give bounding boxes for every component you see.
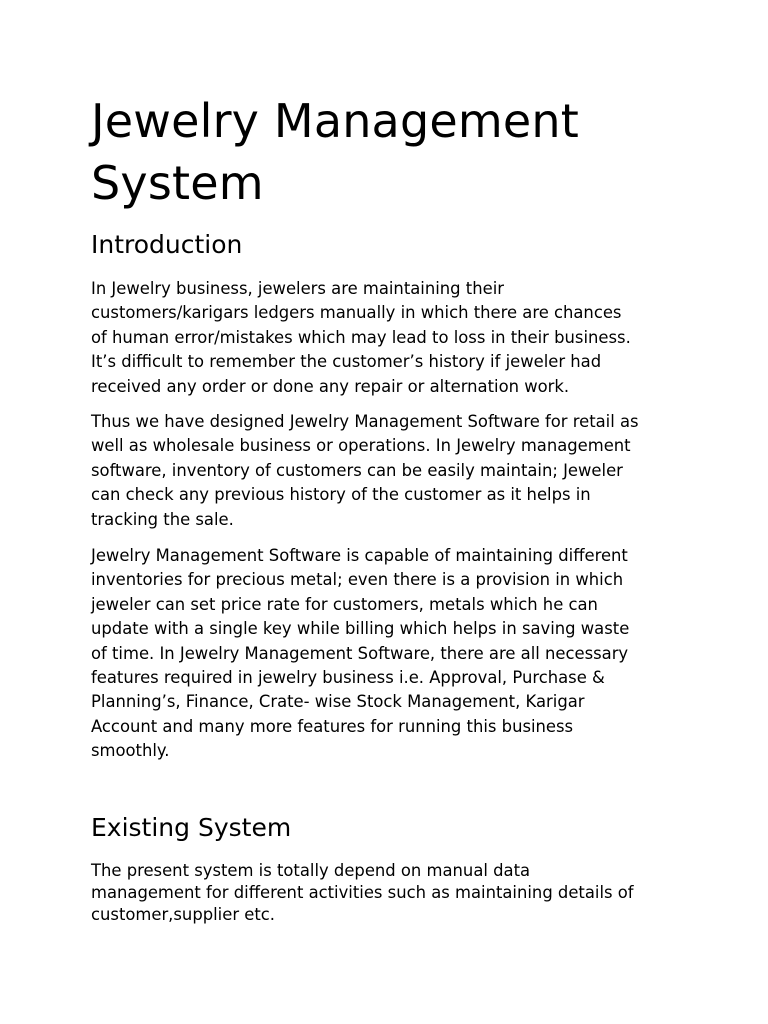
text-line: customer,supplier etc. — [91, 905, 276, 924]
intro-paragraph-1 — [91, 277, 631, 399]
text-line: inventories for precious metal; even there is a provision in which — [91, 570, 624, 590]
text-line: software, inventory of customers can be easily maintain; Jeweler — [91, 460, 623, 480]
title-line: System — [91, 156, 264, 210]
text-line: update with a single key while billing which helps in saving waste — [91, 619, 630, 639]
text-line: Account and many more features for running this business — [91, 716, 574, 736]
text-line: management for different activities such as maintaining details of — [91, 883, 634, 902]
text-line: of human error/mistakes which may lead to loss in their business. — [91, 327, 631, 347]
text-line: tracking the sale. — [91, 509, 234, 529]
text-line: In Jewelry business, jewelers are maintaining their — [91, 279, 504, 298]
title-line: Jewelry Management — [91, 94, 579, 148]
text-line: Planning’s, Finance, Crate- wise Stock Management, Karigar — [91, 692, 585, 712]
text-line: jeweler can set price rate for customers, metals which he can — [91, 594, 598, 614]
section-heading-introduction: Introduction — [91, 230, 243, 259]
intro-paragraph-2 — [91, 410, 639, 532]
text-line: Jewelry Management Software is capable of maintaining different — [91, 546, 628, 565]
text-line: Thus we have designed Jewelry Management Software for retail as — [91, 412, 639, 431]
text-line: well as wholesale business or operations. In Jewelry management — [91, 436, 631, 456]
existing-paragraph-1 — [91, 860, 634, 926]
intro-paragraph-3 — [91, 544, 629, 764]
text-line: of time. In Jewelry Management Software, there are all necessary — [91, 643, 629, 663]
text-line: features required in jewelry business i.e. Approval, Purchase & — [91, 668, 605, 688]
text-line: The present system is totally depend on manual data — [91, 861, 531, 880]
document-title — [91, 90, 579, 214]
text-line: can check any previous history of the customer as it helps in — [91, 485, 591, 505]
text-line: received any order or done any repair or alternation work. — [91, 376, 570, 396]
text-line: smoothly. — [91, 741, 170, 761]
text-line: customers/karigars ledgers manually in which there are chances — [91, 303, 622, 323]
section-heading-existing-system: Existing System — [91, 813, 292, 842]
text-line: It’s difficult to remember the customer’s history if jeweler had — [91, 352, 602, 372]
